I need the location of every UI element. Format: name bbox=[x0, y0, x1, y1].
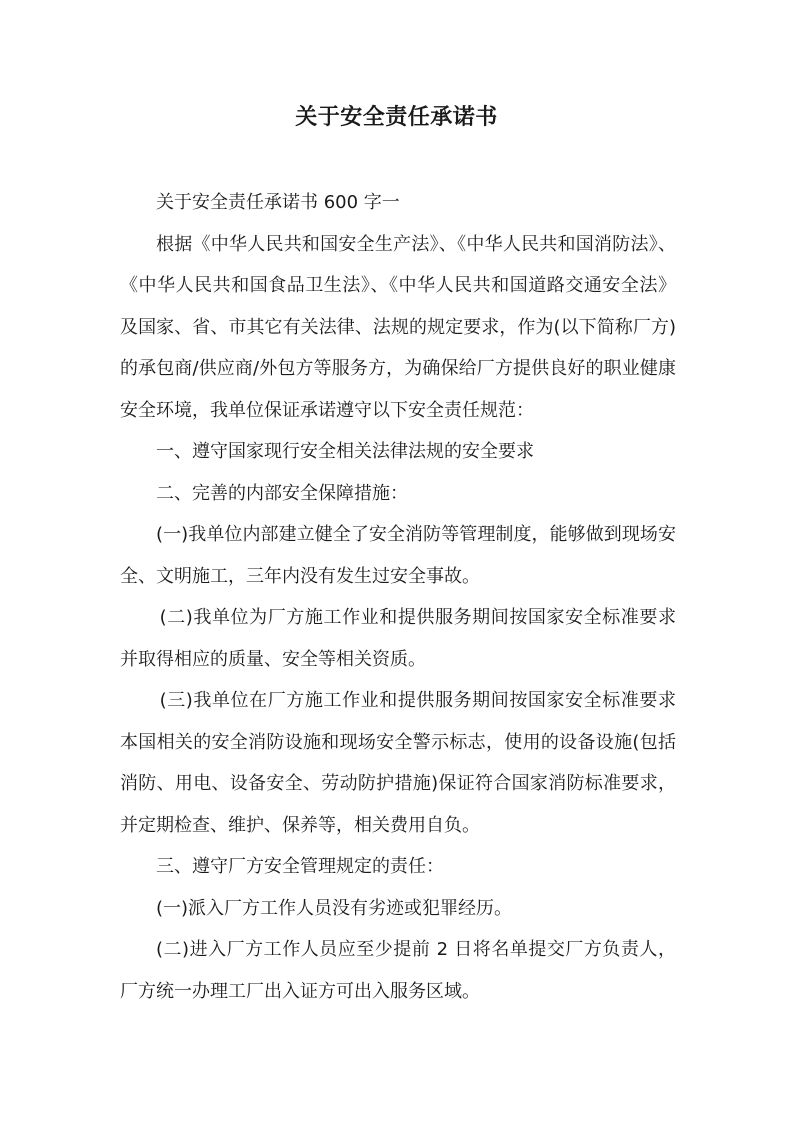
document-body bbox=[120, 182, 676, 1012]
paragraph-item-2-3: (三)我单位在厂方施工作业和提供服务期间按国家安全标准要求本国相关的安全消防设施和现场安全警示标志，使用的设备设施(包括消防、用电、设备安全、劳动防护措施)保证符合国家消防标准要求，并定期检查、维护、保养等，相关费用自负。 bbox=[120, 690, 676, 836]
paragraph-subtitle: 关于安全责任承诺书 600 字一 bbox=[156, 192, 400, 213]
paragraph-section-1: 一、遵守国家现行安全相关法律法规的安全要求 bbox=[156, 441, 534, 462]
paragraph-item-3-2: (二)进入厂方工作人员应至少提前 2 日将名单提交厂方负责人，厂方统一办理工厂出入证方可出入服务区域。 bbox=[120, 939, 676, 1002]
document-title: 关于安全责任承诺书 bbox=[295, 105, 498, 130]
paragraph-legal-basis: 根据《中华人民共和国安全生产法》、《中华人民共和国消防法》、《中华人民共和国食品卫生法》、《中华人民共和国道路交通安全法》及国家、省、市其它有关法律、法规的规定要求，作为(以下简称厂方)的承包商/供应商/外包方等服务方，为确保给厂方提供良好的职业健康安全环境，我单位保证承诺遵守以下安全责任规范： bbox=[120, 233, 676, 421]
paragraph-section-2: 二、完善的内部安全保障措施： bbox=[156, 482, 408, 504]
paragraph-item-3-1: (一)派入厂方工作人员没有劣迹或犯罪经历。 bbox=[156, 897, 513, 919]
paragraph-item-2-2: (二)我单位为厂方施工作业和提供服务期间按国家安全标准要求并取得相应的质量、安全等相关资质。 bbox=[120, 607, 676, 670]
paragraph-item-2-1: (一)我单位内部建立健全了安全消防等管理制度，能够做到现场安全、文明施工，三年内没有发生过安全事故。 bbox=[120, 524, 676, 587]
paragraph-section-3: 三、遵守厂方安全管理规定的责任： bbox=[156, 856, 444, 877]
